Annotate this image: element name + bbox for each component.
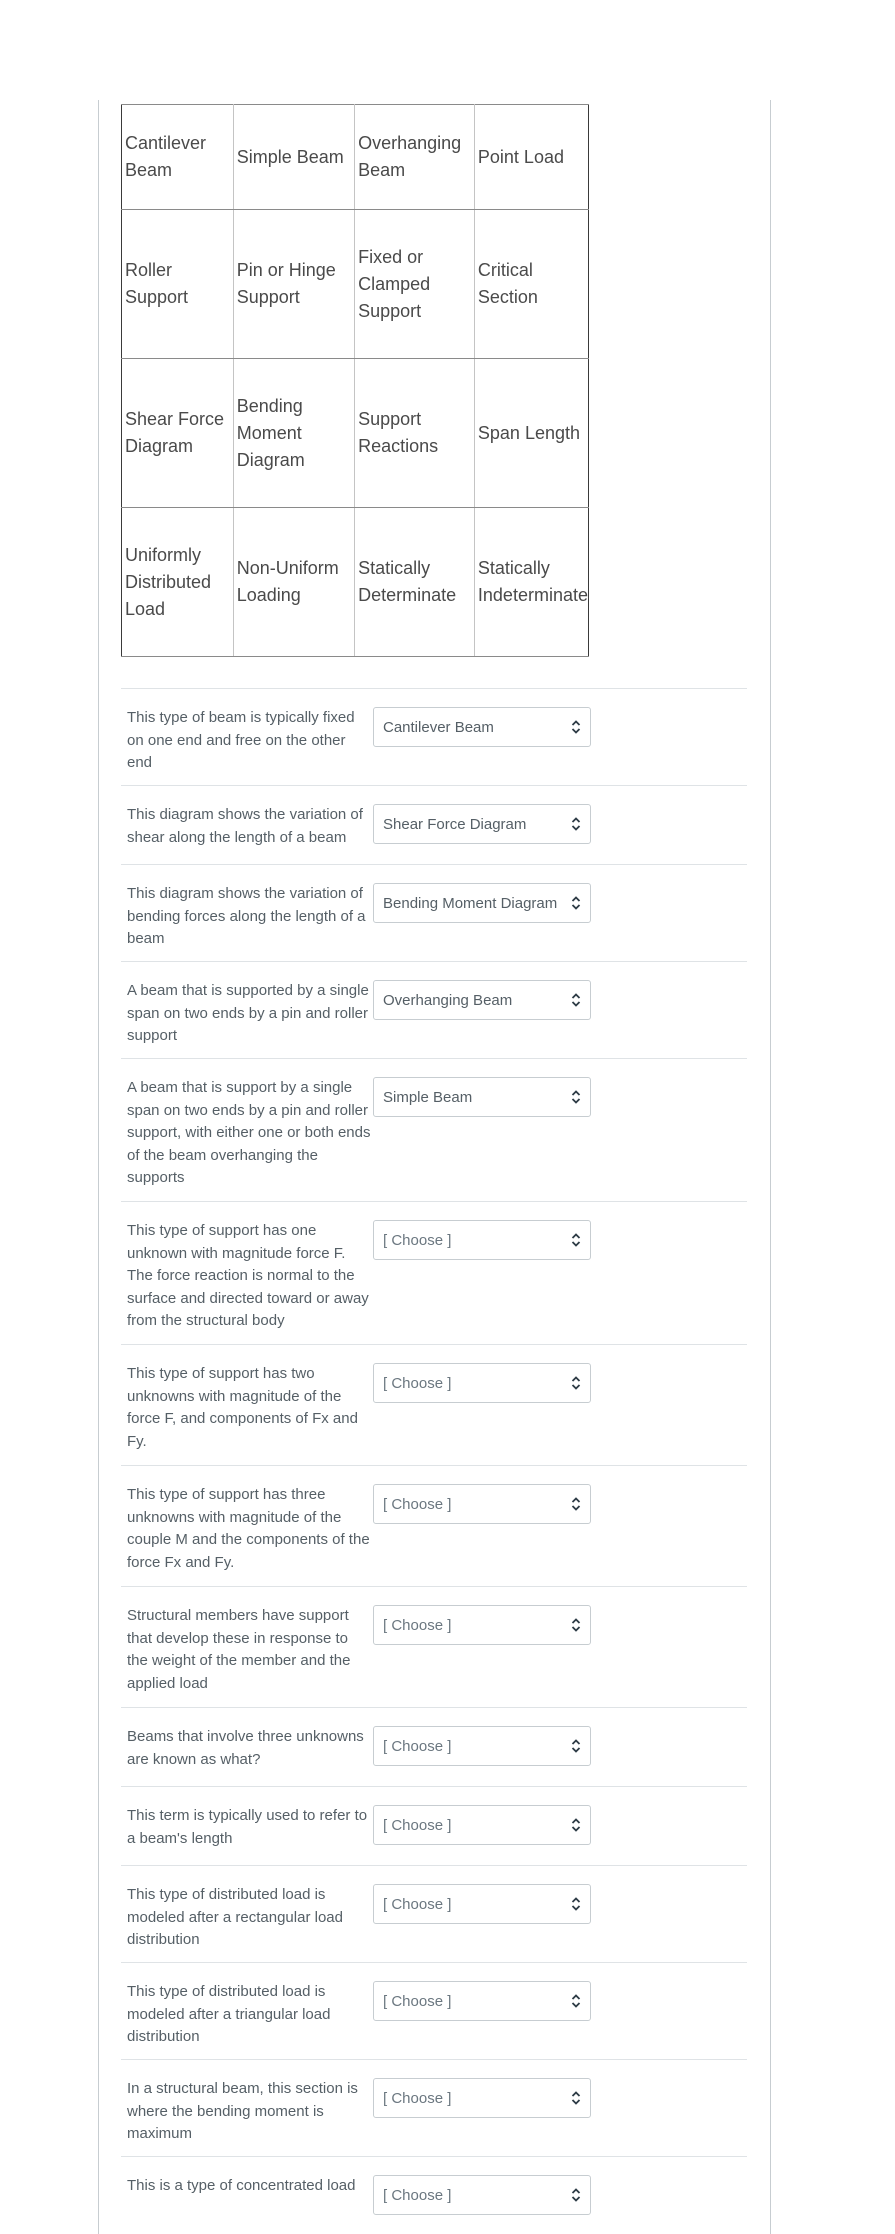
chevron-up-down-icon — [571, 1817, 581, 1833]
question-prompt: This type of beam is typically fixed on one end and free on the other end — [127, 709, 355, 771]
question-row — [121, 1707, 747, 1786]
answer-select[interactable] — [373, 980, 591, 1020]
answer-bank-cell: Support Reactions — [355, 359, 475, 508]
question-row — [121, 2156, 747, 2231]
question-prompt: This diagram shows the variation of shear along the length of a beam — [127, 806, 363, 846]
answer-bank-cell: Uniformly Distributed Load — [122, 508, 234, 657]
question-prompt: This type of support has three unknowns with magnitude of the couple M and the components of the force Fx and Fy. — [127, 1486, 370, 1571]
chevron-up-down-icon — [571, 1896, 581, 1912]
question-row — [121, 1786, 747, 1865]
question-row — [121, 961, 747, 1058]
chevron-up-down-icon — [571, 1496, 581, 1512]
answer-bank-cell: Statically Determinate — [355, 508, 475, 657]
chevron-up-down-icon — [571, 719, 581, 735]
answer-select[interactable] — [373, 1220, 591, 1260]
answer-bank-cell: Statically Indeterminate — [474, 508, 588, 657]
question-row — [121, 785, 747, 864]
content-border-right — [770, 100, 771, 2234]
chevron-up-down-icon — [571, 1738, 581, 1754]
answer-select[interactable] — [373, 707, 591, 747]
answer-bank-cell: Overhanging Beam — [355, 105, 475, 210]
answer-bank-cell: Point Load — [474, 105, 588, 210]
answer-select-value: [ Choose ] — [383, 1992, 452, 2010]
question-row — [121, 1201, 747, 1344]
answer-bank-table — [121, 104, 589, 657]
answer-select[interactable] — [373, 1884, 591, 1924]
question-prompt: This type of distributed load is modeled after a triangular load distribution — [127, 1983, 331, 2045]
question-row — [121, 1962, 747, 2059]
question-row — [121, 1344, 747, 1465]
answer-bank-cell: Roller Support — [122, 210, 234, 359]
answer-select[interactable] — [373, 1077, 591, 1117]
answer-bank-cell: Bending Moment Diagram — [233, 359, 354, 508]
answer-bank-row — [122, 508, 589, 657]
question-prompt: This term is typically used to refer to a beam's length — [127, 1807, 368, 1847]
answer-bank-row — [122, 359, 589, 508]
question-row — [121, 2059, 747, 2156]
question-row — [121, 1865, 747, 1962]
question-row — [121, 864, 747, 961]
question-prompt: This type of support has one unknown with magnitude force F. The force reaction is normal to the surface and directed toward or away from the structural body — [127, 1222, 369, 1329]
answer-bank-cell: Critical Section — [474, 210, 588, 359]
answer-bank-row — [122, 105, 589, 210]
answer-select[interactable] — [373, 1726, 591, 1766]
answer-select-value: [ Choose ] — [383, 1495, 452, 1513]
answer-bank-cell: Shear Force Diagram — [122, 359, 234, 508]
question-prompt: This is a type of concentrated load — [127, 2177, 356, 2194]
answer-select-value: [ Choose ] — [383, 1737, 452, 1755]
question-row — [121, 688, 747, 785]
content-border-left — [98, 100, 99, 2234]
chevron-up-down-icon — [571, 1089, 581, 1105]
answer-bank-cell: Non-Uniform Loading — [233, 508, 354, 657]
answer-select[interactable] — [373, 2078, 591, 2118]
answer-select[interactable] — [373, 1484, 591, 1524]
answer-select-value: [ Choose ] — [383, 1231, 452, 1249]
chevron-up-down-icon — [571, 895, 581, 911]
answer-select-value: Cantilever Beam — [383, 718, 494, 736]
chevron-up-down-icon — [571, 1617, 581, 1633]
answer-select-value: Bending Moment Diagram — [383, 894, 558, 912]
question-row — [121, 1586, 747, 1707]
question-row — [121, 1465, 747, 1586]
answer-select[interactable] — [373, 1605, 591, 1645]
chevron-up-down-icon — [571, 816, 581, 832]
chevron-up-down-icon — [571, 2187, 581, 2203]
question-prompt: This diagram shows the variation of bending forces along the length of a beam — [127, 885, 366, 947]
chevron-up-down-icon — [571, 1232, 581, 1248]
chevron-up-down-icon — [571, 992, 581, 1008]
chevron-up-down-icon — [571, 1375, 581, 1391]
answer-bank-cell: Cantilever Beam — [122, 105, 234, 210]
answer-select[interactable] — [373, 2175, 591, 2215]
question-prompt: In a structural beam, this section is where the bending moment is maximum — [127, 2080, 358, 2142]
answer-select-value: [ Choose ] — [383, 2089, 452, 2107]
answer-select-value: Shear Force Diagram — [383, 815, 527, 833]
answer-select[interactable] — [373, 804, 591, 844]
answer-select-value: Simple Beam — [383, 1088, 473, 1106]
answer-bank-cell: Fixed or Clamped Support — [355, 210, 475, 359]
question-prompt: This type of distributed load is modeled after a rectangular load distribution — [127, 1886, 343, 1948]
matching-question-list — [121, 688, 747, 2231]
question-prompt: A beam that is supported by a single span on two ends by a pin and roller support — [127, 982, 369, 1044]
question-prompt: Beams that involve three unknowns are known as what? — [127, 1728, 364, 1768]
chevron-up-down-icon — [571, 2090, 581, 2106]
answer-select[interactable] — [373, 1805, 591, 1845]
answer-select[interactable] — [373, 883, 591, 923]
chevron-up-down-icon — [571, 1993, 581, 2009]
question-prompt: Structural members have support that develop these in response to the weight of the member and the applied load — [127, 1607, 351, 1692]
answer-bank-row — [122, 210, 589, 359]
answer-bank-cell: Pin or Hinge Support — [233, 210, 354, 359]
answer-select-value: [ Choose ] — [383, 1895, 452, 1913]
answer-select-value: [ Choose ] — [383, 1374, 452, 1392]
answer-select[interactable] — [373, 1363, 591, 1403]
answer-select-value: [ Choose ] — [383, 2186, 452, 2204]
question-prompt: This type of support has two unknowns with magnitude of the force F, and components of Fx and Fy. — [127, 1365, 358, 1450]
answer-select[interactable] — [373, 1981, 591, 2021]
question-prompt: A beam that is support by a single span on two ends by a pin and roller support, with either one or both ends of the beam overhanging the supports — [127, 1079, 371, 1186]
answer-select-value: [ Choose ] — [383, 1816, 452, 1834]
answer-bank-cell: Span Length — [474, 359, 588, 508]
answer-select-value: [ Choose ] — [383, 1616, 452, 1634]
question-row — [121, 1058, 747, 1201]
answer-bank-cell: Simple Beam — [233, 105, 354, 210]
answer-select-value: Overhanging Beam — [383, 991, 513, 1009]
